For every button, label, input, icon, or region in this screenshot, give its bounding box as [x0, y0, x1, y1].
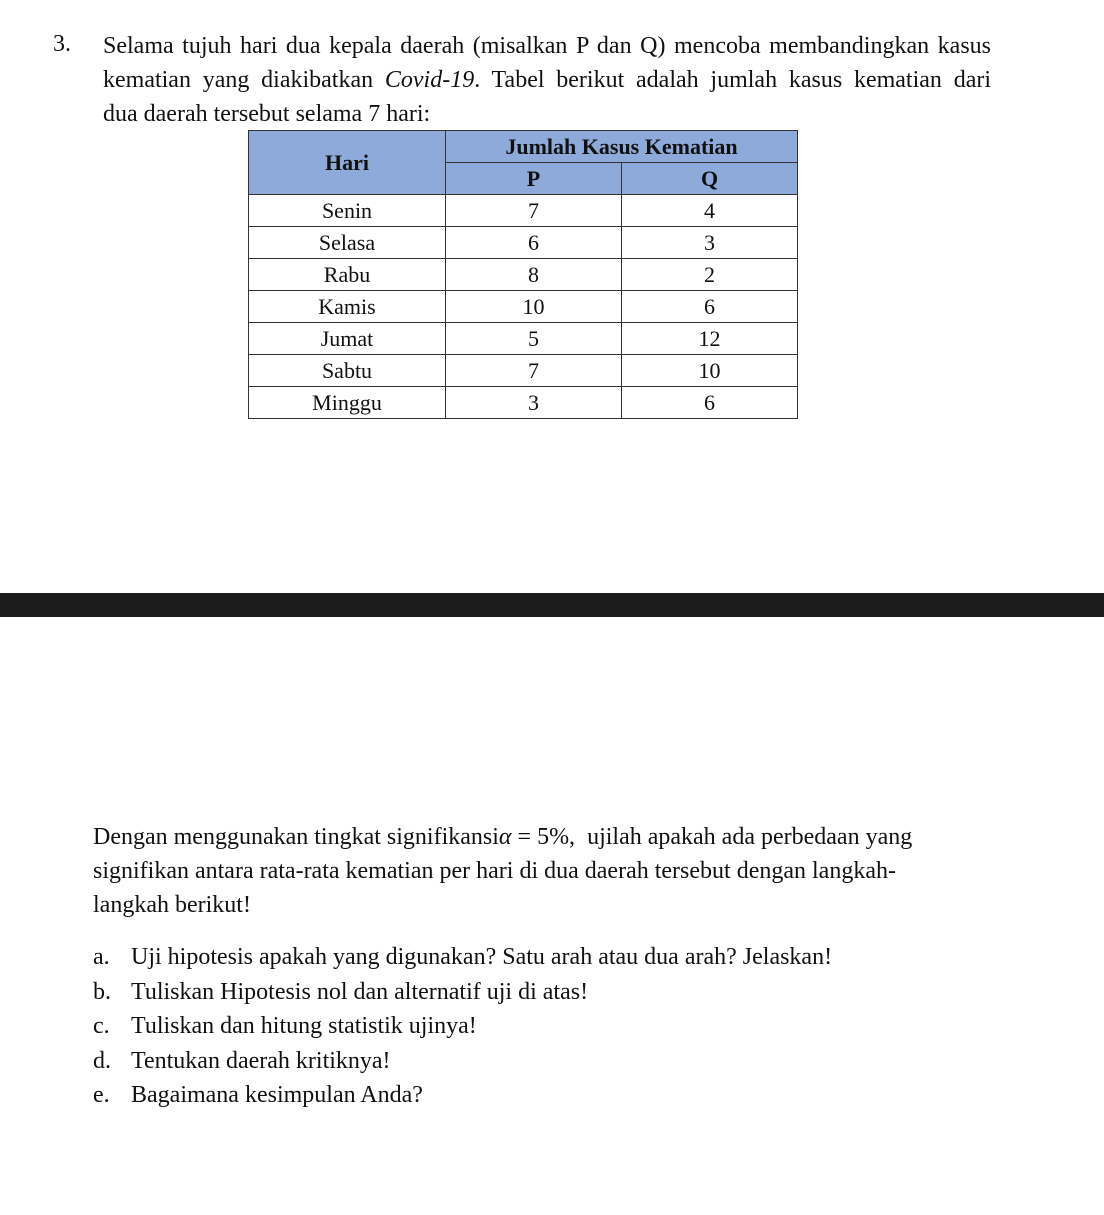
- table-row: [249, 195, 798, 227]
- cell-q: 6: [622, 387, 798, 419]
- cell-hari: Senin: [249, 195, 446, 227]
- cell-q: 4: [622, 195, 798, 227]
- header-hari: Hari: [249, 131, 446, 195]
- header-q: Q: [622, 163, 798, 195]
- step-letter: a.: [93, 944, 110, 970]
- covid-term: Covid-19: [384, 67, 475, 93]
- task-line-1-post: ujilah apakah ada perbedaan yang: [575, 824, 913, 850]
- task-line-2: signifikan antara rata-rata kematian per hari di dua daerah tersebut dengan langkah-: [93, 858, 896, 884]
- step-letter: e.: [93, 1082, 110, 1108]
- cell-p: 7: [446, 355, 622, 387]
- page-divider: [0, 593, 1104, 617]
- intro-line-3: dua daerah tersebut selama 7 hari:: [103, 101, 431, 127]
- intro-line-2: [103, 63, 991, 97]
- table-row: [249, 387, 798, 419]
- death-cases-table: [248, 130, 798, 419]
- task-line-1-pre: Dengan menggunakan tingkat signifikansi: [93, 824, 499, 850]
- intro-line-2-post: . Tabel berikut adalah jumlah kasus kematian dari: [474, 67, 992, 93]
- intro-line-2-pre: kematian yang diakibatkan: [103, 67, 385, 93]
- question-intro: [103, 29, 991, 131]
- cell-q: 6: [622, 291, 798, 323]
- table-row: [249, 227, 798, 259]
- cell-q: 3: [622, 227, 798, 259]
- step-letter: d.: [93, 1047, 111, 1074]
- step-text: Tuliskan dan hitung statistik ujinya!: [131, 1013, 477, 1039]
- cell-hari: Jumat: [249, 323, 446, 355]
- question-number: 3.: [53, 31, 71, 57]
- cell-q: 10: [622, 355, 798, 387]
- cell-q: 2: [622, 259, 798, 291]
- header-p: P: [446, 163, 622, 195]
- step-text: Tuliskan Hipotesis nol dan alternatif uji di atas!: [131, 978, 589, 1005]
- cell-hari: Sabtu: [249, 355, 446, 387]
- step-letter: c.: [93, 1013, 110, 1039]
- cell-p: 5: [446, 323, 622, 355]
- task-paragraph: [93, 820, 953, 922]
- table-row: [249, 291, 798, 323]
- step-text: Bagaimana kesimpulan Anda?: [131, 1082, 423, 1108]
- cell-p: 10: [446, 291, 622, 323]
- task-line-3: langkah berikut!: [93, 892, 251, 918]
- step-text: Uji hipotesis apakah yang digunakan? Satu arah atau dua arah? Jelaskan!: [131, 944, 833, 970]
- cell-hari: Selasa: [249, 227, 446, 259]
- header-group: Jumlah Kasus Kematian: [446, 131, 798, 163]
- step-letter: b.: [93, 978, 111, 1005]
- alpha-symbol: α: [498, 824, 512, 850]
- alpha-value: = 5%,: [511, 824, 576, 850]
- cell-q: 12: [622, 323, 798, 355]
- cell-hari: Kamis: [249, 291, 446, 323]
- table-row: [249, 323, 798, 355]
- table-row: [249, 355, 798, 387]
- step-text: Tentukan daerah kritiknya!: [131, 1047, 391, 1074]
- cell-p: 6: [446, 227, 622, 259]
- cell-p: 3: [446, 387, 622, 419]
- intro-line-1: Selama tujuh hari dua kepala daerah (misalkan P dan Q) mencoba membandingkan kasus: [103, 33, 991, 59]
- cell-p: 8: [446, 259, 622, 291]
- cell-hari: Minggu: [249, 387, 446, 419]
- task-line-1: [93, 820, 953, 854]
- table-row: [249, 259, 798, 291]
- cell-p: 7: [446, 195, 622, 227]
- cell-hari: Rabu: [249, 259, 446, 291]
